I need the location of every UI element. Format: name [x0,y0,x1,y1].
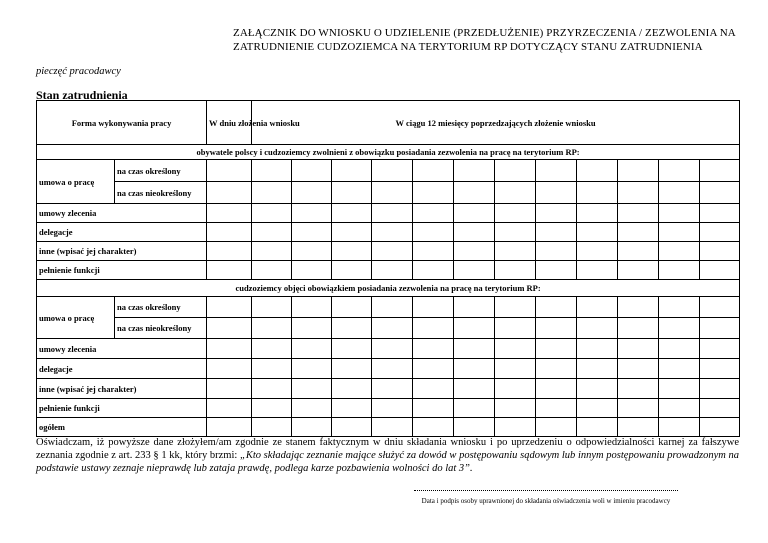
table-row [37,318,740,339]
row-label-delegation: delegacje [37,223,207,242]
row-label-indefinite: na czas nieokreślony [115,182,207,204]
row-label-mandate: umowy zlecenia [37,204,207,223]
header-cell-12-months: W ciągu 12 miesięcy poprzedzających złożenie wniosku [252,101,740,145]
header-cell-form: Forma wykonywania pracy [37,101,207,145]
employment-table [36,100,740,437]
group2-title: cudzoziemcy objęci obowiązkiem posiadania zezwolenia na pracę na terytorium RP: [37,280,740,297]
document-header [233,26,753,54]
group1-title: obywatele polscy i cudzoziemcy zwolnieni z obowiązku posiadania zezwolenia na pracę na terytorium RP: [37,145,740,160]
employer-stamp-label: pieczęć pracodawcy [36,66,121,77]
row-label-total: ogółem [37,418,207,437]
table-row [37,223,740,242]
header-cell-day: W dniu złożenia wniosku [207,101,252,145]
table-row [37,379,740,399]
table-row [37,297,740,318]
row-label-other: inne (wpisać jej charakter) [37,379,207,399]
header-line-2: ZATRUDNIENIE CUDZOZIEMCA NA TERYTORIUM RP DOTYCZĄCY STANU ZATRUDNIENIA [233,41,703,53]
header-line-1: ZAŁĄCZNIK DO WNIOSKU O UDZIELENIE (PRZEDŁUŻENIE) PRZYRZECZENIA / ZEZWOLENIA NA [233,27,736,39]
row-label-function: pełnienie funkcji [37,261,207,280]
table-row-total [37,418,740,437]
table-row [37,182,740,204]
table-row [37,261,740,280]
row-label-contract: umowa o pracę [37,297,115,339]
table-row [37,359,740,379]
table-row [37,399,740,418]
signature-line [414,488,678,491]
table-row [37,204,740,223]
table-row [37,339,740,359]
group-title-row [37,145,740,160]
row-label-mandate: umowy zlecenia [37,339,207,359]
statement-paragraph [36,436,739,475]
statement-text: Oświadczam, iż powyższe dane złożyłem/am zgodnie ze stanem faktycznym w dniu składania wniosku i po uprzedzeniu o odpowiedzialności karnej za fałszywe zeznania zgodnie z art. 233 § 1 kk, który brzmi: [36,437,739,461]
row-label-delegation: delegacje [37,359,207,379]
statement-quote: „Kto składając zeznanie mające służyć za dowód w postępowaniu sądowym lub innym postępowaniu prowadzonym na podstawie ustawy zeznaje nieprawdę lub zataja prawdę, podlega karze pozbawienia wolności do lat 3”. [36,450,739,474]
table-header-row [37,101,740,145]
row-label-indefinite: na czas nieokreślony [115,318,207,339]
row-label-contract: umowa o pracę [37,160,115,204]
row-label-function: pełnienie funkcji [37,399,207,418]
group-title-row [37,280,740,297]
row-label-fixed: na czas określony [115,160,207,182]
section-title: Stan zatrudnienia [36,88,128,102]
table-row [37,242,740,261]
row-label-fixed: na czas określony [115,297,207,318]
signature-caption: Data i podpis osoby uprawnionej do składania oświadczenia woli w imieniu pracodawcy [421,497,671,505]
row-label-other: inne (wpisać jej charakter) [37,242,207,261]
table-row [37,160,740,182]
